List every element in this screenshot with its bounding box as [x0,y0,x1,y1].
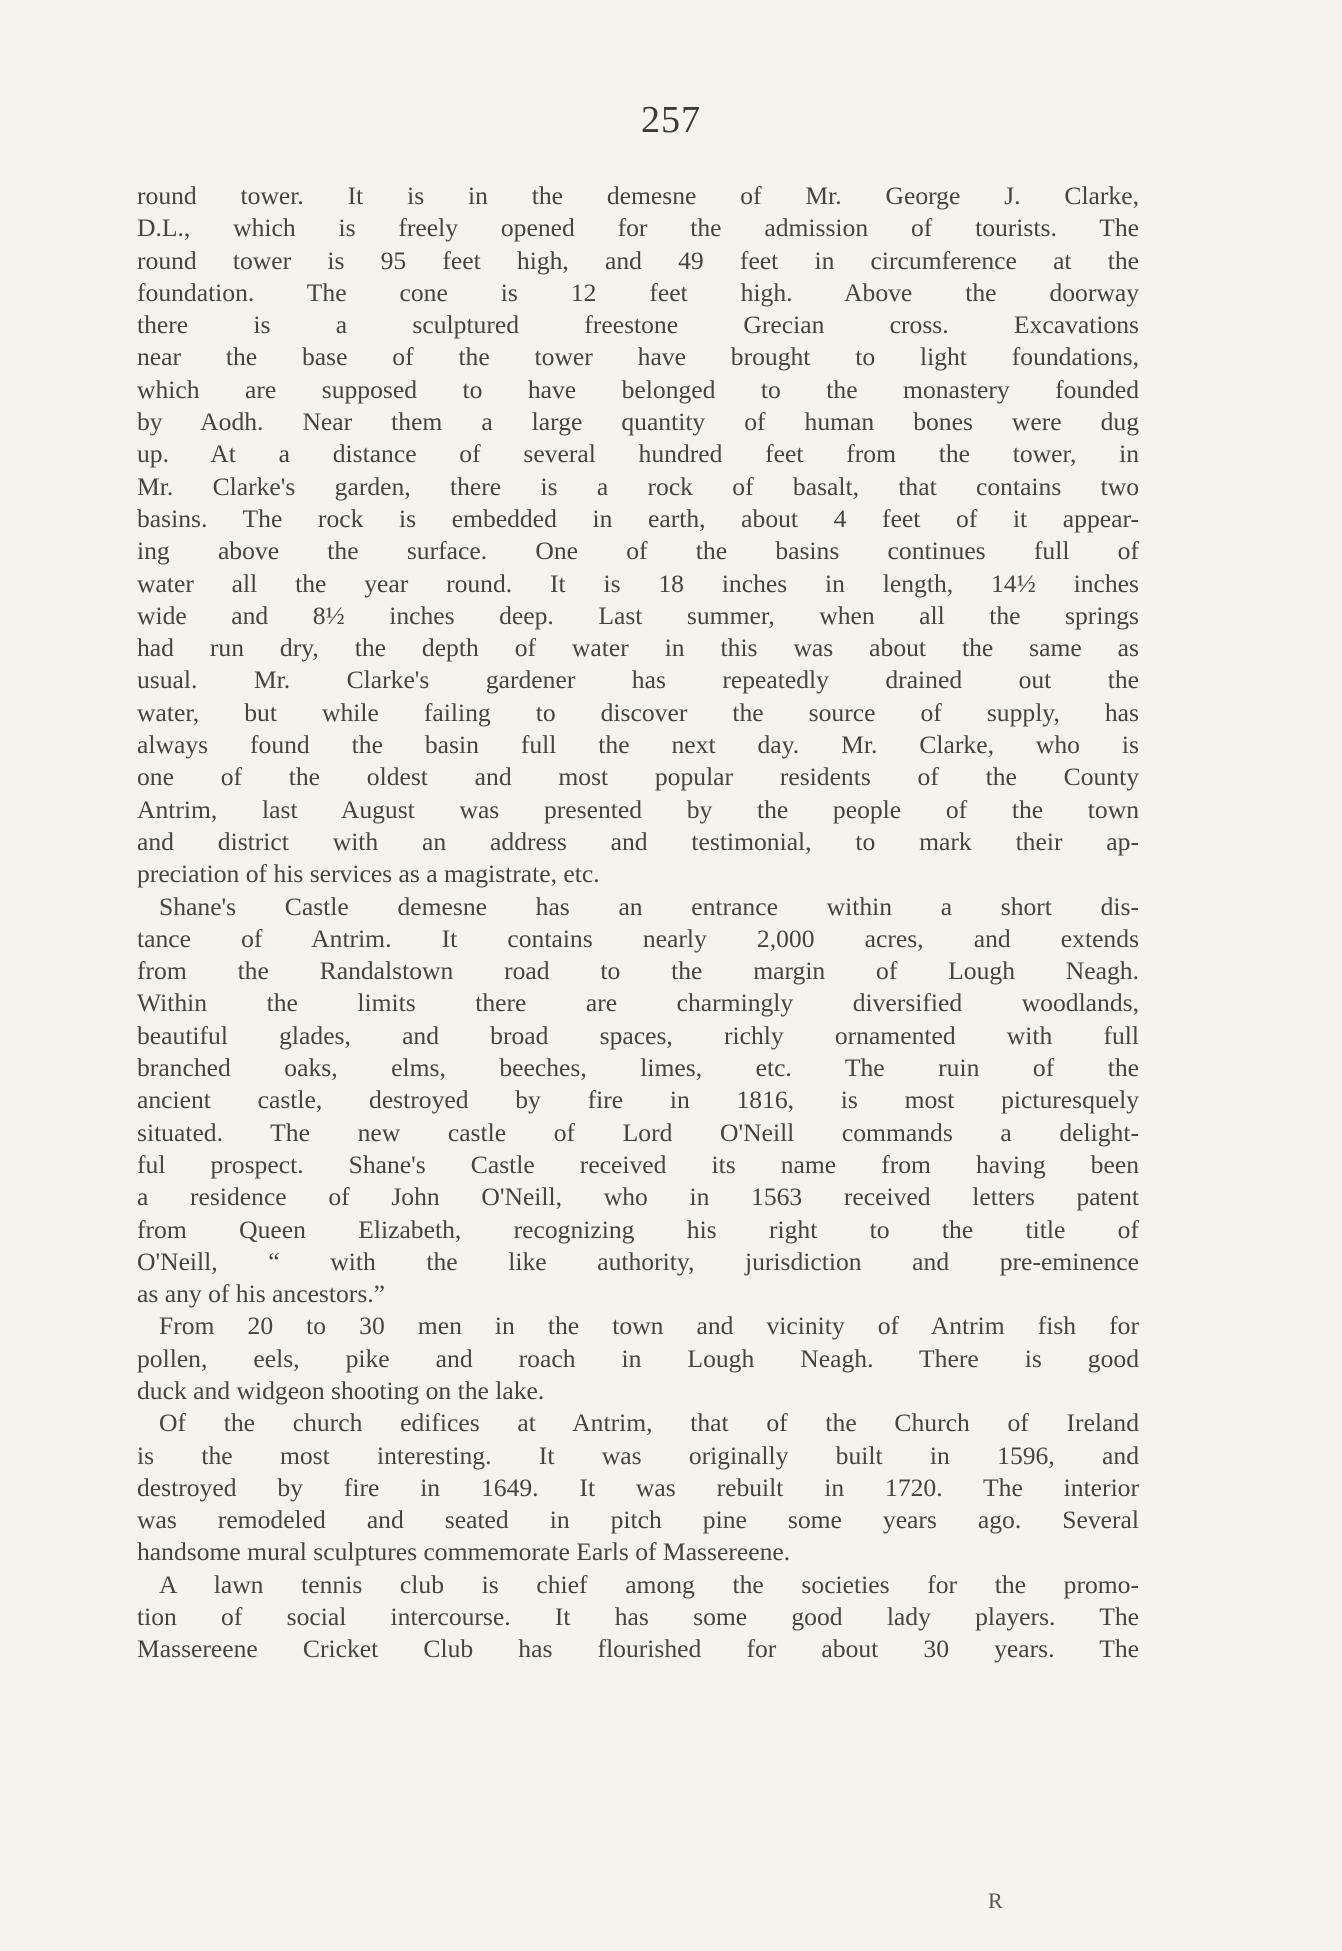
text-line: duck and widgeon shooting on the lake. [137,1375,545,1405]
text-line: preciation of his services as a magistrate, etc. [137,859,600,889]
text-line: was remodeled and seated in pitch pine some years ago. Several [137,1505,1139,1535]
text-line: foundation. The cone is 12 feet high. Above the doorway [137,277,1139,307]
text-line: had run dry, the depth of water in this was about the same as [137,633,1139,663]
text-line: is the most interesting. It was originally built in 1596, and [137,1440,1139,1470]
text-line: ful prospect. Shane's Castle received its name from having been [137,1149,1139,1179]
text-line: water, but while failing to discover the source of supply, has [137,697,1139,727]
text-line: near the base of the tower have brought to light foundations, [137,342,1139,372]
text-line: ancient castle, destroyed by fire in 1816, is most picturesquely [137,1085,1139,1115]
text-line: a residence of John O'Neill, who in 1563 received letters patent [137,1182,1139,1212]
text-line: round tower is 95 feet high, and 49 feet in circumference at the [137,245,1139,275]
text-line: Shane's Castle demesne has an entrance within a short dis- [159,891,1139,921]
text-line: handsome mural sculptures commemorate Earls of Massereene. [137,1537,791,1567]
text-line: O'Neill, “ with the like authority, jurisdiction and pre-eminence [137,1246,1139,1276]
text-line: ing above the surface. One of the basins continues full of [137,536,1139,566]
text-line: there is a sculptured freestone Grecian cross. Excavations [137,310,1139,340]
text-line: Massereene Cricket Club has flourished for about 30 years. The [137,1634,1139,1664]
text-line: A lawn tennis club is chief among the societies for the promo- [159,1569,1139,1599]
text-line: branched oaks, elms, beeches, limes, etc. The ruin of the [137,1053,1139,1083]
text-line: which are supposed to have belonged to the monastery founded [137,374,1139,404]
text-line: destroyed by fire in 1649. It was rebuilt in 1720. The interior [137,1472,1139,1502]
text-line: water all the year round. It is 18 inches in length, 14½ inches [137,568,1139,598]
text-line: situated. The new castle of Lord O'Neill commands a delight- [137,1117,1139,1147]
text-line: up. At a distance of several hundred feet from the tower, in [137,439,1139,469]
text-line: and district with an address and testimonial, to mark their ap- [137,826,1139,856]
text-line: tance of Antrim. It contains nearly 2,000 acres, and extends [137,923,1139,953]
text-line: as any of his ancestors.” [137,1279,386,1309]
text-line: beautiful glades, and broad spaces, richly ornamented with full [137,1020,1139,1050]
text-line: from Queen Elizabeth, recognizing his right to the title of [137,1214,1139,1244]
text-line: D.L., which is freely opened for the admission of tourists. The [137,213,1139,243]
body-text [137,180,1139,1666]
text-line: wide and 8½ inches deep. Last summer, when all the springs [137,600,1139,630]
page-number: 257 [641,99,701,141]
text-line: Mr. Clarke's garden, there is a rock of basalt, that contains two [137,471,1139,501]
text-line: tion of social intercourse. It has some good lady players. The [137,1602,1139,1632]
text-line: basins. The rock is embedded in earth, about 4 feet of it appear- [137,503,1139,533]
text-line: one of the oldest and most popular residents of the County [137,762,1139,792]
text-line: From 20 to 30 men in the town and vicinity of Antrim fish for [159,1311,1139,1341]
text-line: Within the limits there are charmingly diversified woodlands, [137,988,1139,1018]
text-line: Of the church edifices at Antrim, that of the Church of Ireland [159,1408,1139,1438]
text-line: usual. Mr. Clarke's gardener has repeatedly drained out the [137,665,1139,695]
text-line: from the Randalstown road to the margin of Lough Neagh. [137,956,1139,986]
text-line: pollen, eels, pike and roach in Lough Neagh. There is good [137,1343,1139,1373]
text-line: always found the basin full the next day. Mr. Clarke, who is [137,730,1139,760]
text-line: by Aodh. Near them a large quantity of human bones were dug [137,407,1139,437]
text-line: round tower. It is in the demesne of Mr. George J. Clarke, [137,181,1139,210]
text-line: Antrim, last August was presented by the people of the town [137,794,1139,824]
signature-mark: R [988,1888,1003,1913]
